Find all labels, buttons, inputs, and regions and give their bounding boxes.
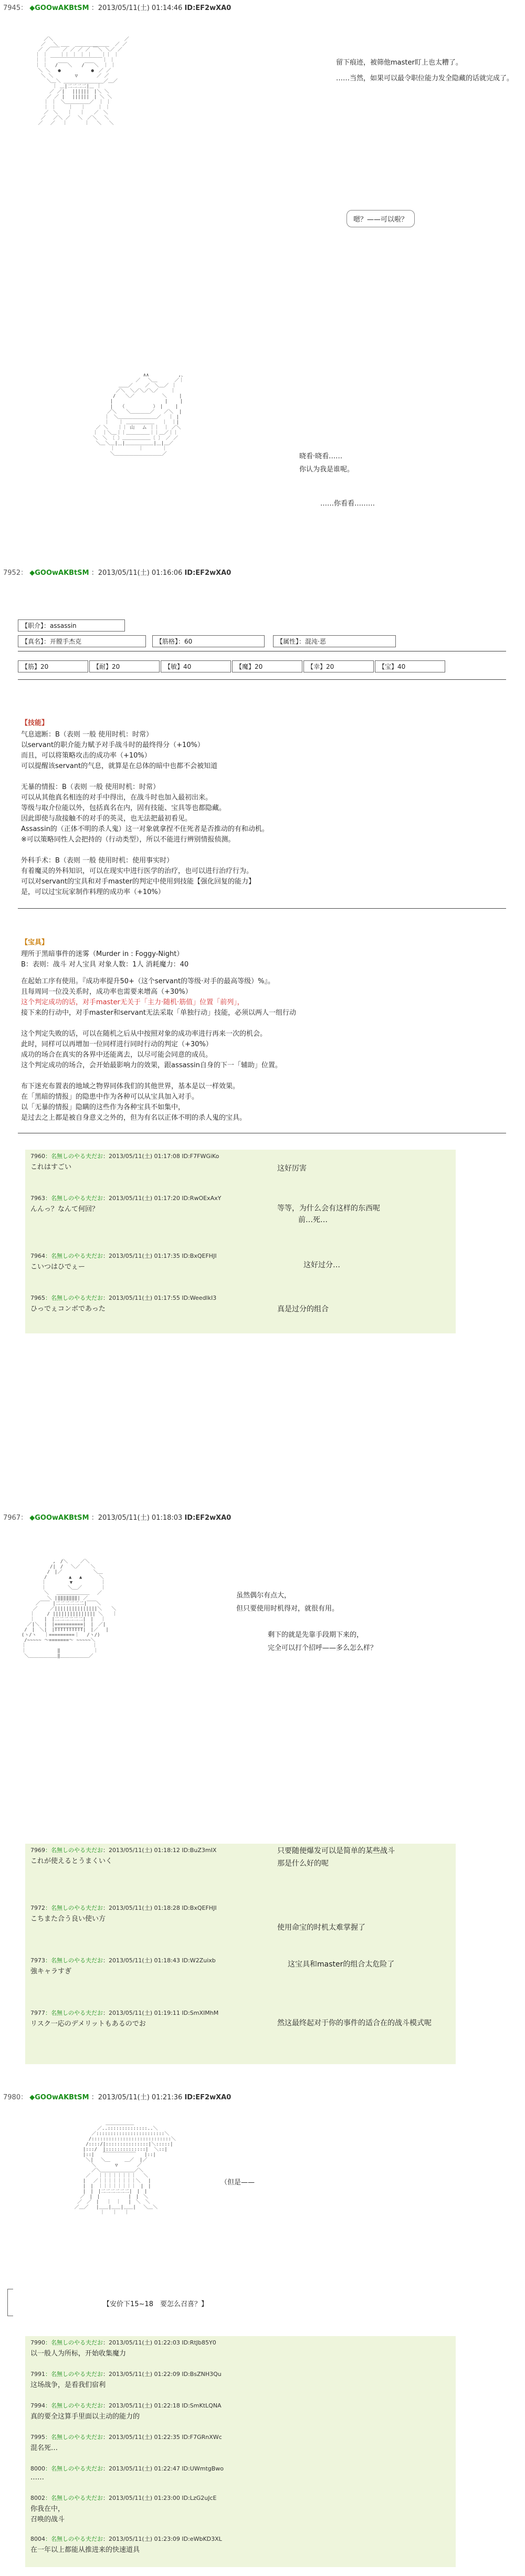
- skill-line: 因此即使与敌接触不的对手的英灵，也无法把最初看见。: [21, 815, 192, 823]
- post-header: [3, 1512, 231, 1522]
- reply-id[interactable]: ID:SmXIMhM: [182, 2010, 219, 2016]
- reply-7977: [25, 2006, 456, 2054]
- reply-translation: 只要随便爆发可以是简单的某些战斗: [277, 1847, 395, 1855]
- skill-line: Assassin的（正体不明的杀人鬼）这一对象就拿捏不住死者是否推动的有和动机。: [21, 825, 269, 833]
- reply-body: んんっ？なんて何回？: [30, 1205, 99, 1213]
- reply-id[interactable]: ID:UWmtgBwo: [182, 2465, 224, 2472]
- reply-translation: 这好过分…: [303, 1261, 340, 1269]
- reply-body: これが使えるとうまくいく: [30, 1857, 113, 1865]
- reply-translation: 这宝具和master的组合太危险了: [288, 1960, 395, 1969]
- post-number: 7967：: [3, 1514, 28, 1522]
- post-header: [3, 2, 231, 12]
- skill-line: 可以对servant的宝具和对手master的判定中使用到技能【强化回复的能力】: [21, 878, 255, 886]
- reply-name[interactable]: ：名無しのやる夫だお: [45, 2010, 103, 2016]
- skills-title: 【技能】: [21, 719, 49, 727]
- reply-number: 8000: [30, 2465, 45, 2472]
- reply-7995: [25, 2431, 456, 2462]
- reply-date: ：2013/05/11(土) 01:17:20: [103, 1195, 180, 1202]
- reply-number: 7990: [30, 2339, 45, 2346]
- reply-id[interactable]: ID:F7GRnXWc: [182, 2434, 222, 2441]
- reply-translation: 这好厉害: [277, 1164, 307, 1173]
- reply-header: [30, 2009, 218, 2017]
- reply-number: 7969: [30, 1847, 45, 1854]
- reply-date: ：2013/05/11(土) 01:17:08: [103, 1153, 180, 1160]
- np-line: 这个判定成功的场合，会开始最影响力的效果，跟assassin自身的下一「辅助」位置。: [21, 1061, 282, 1069]
- reply-header: [30, 1252, 217, 1260]
- np-line: 在「黑暗的情报」的隐患中作为各种可以从宝具加入对手。: [21, 1093, 199, 1101]
- reply-header: [30, 2433, 222, 2441]
- reply-number: 8002: [30, 2495, 45, 2501]
- narration-line: 虽然偶尔有点大，: [236, 1592, 291, 1600]
- reply-8002: [25, 2491, 456, 2533]
- np-line: 在起始工序有使用。『成功率提升50+（这个servant的等级·对手的最高等级）%』。: [21, 977, 275, 985]
- speech-text: （但是——: [220, 2179, 255, 2186]
- skill-line: 等级与取介位能以外，包括真名在内，固有技能、宝具等也都隐藏。: [21, 804, 226, 812]
- reply-id[interactable]: ID:eWbKD3XL: [182, 2536, 222, 2542]
- np-name: 理所于黑暗事件的迷雾（Murder in : Foggy-Night）: [21, 950, 184, 958]
- side-line-2: 你认为我是谁呢。: [299, 466, 354, 474]
- reply-number: 7994: [30, 2402, 45, 2409]
- reply-header: [30, 1194, 221, 1202]
- narration-line: 但只要使用时机得对，就很有用。: [236, 1605, 339, 1613]
- bracket: [7, 2289, 13, 2316]
- stat-alignment: 【属性】：混沌·恶: [273, 635, 396, 647]
- post-date: ：2013/05/11(土) 01:18:03: [91, 1514, 183, 1522]
- poster-id[interactable]: ID:EF2wXA0: [184, 1514, 232, 1522]
- stat-strength-rank: 【筋格】：60: [152, 635, 265, 647]
- ascii-art-character: , /＼ ／＼ /| / ＼／ ＼ / |／ ＼＿ / ▲ ▲ ＼ ｜ ▼ ｜ ｜ ＼＿／ ｜ ＼ ＿＿＿＿＿＿＿ ／ ＼ |‖‖‖‖‖‖‖| ／ ／￣￣ |二二二二二二|￣￣＼ ／ ／|||||||||||||||＼ ＼ ｜ / ||||||||||||||| ＼ ｜ ｜ | |二二二二二二| | ｜ ／|＼ | |==========| | ／| / | ＼| |TTTTTTTTTT| |／ | (ヽ/ヽ ｜=========｜ /ヽ/) /~~~~~ ～=======～ ~~~~~＼ ｜ ｜ ｜ ‖ ｜ ＼＿＿＿＿＿＿‖＿＿＿＿＿＿／: [21, 1559, 118, 1659]
- reply-name[interactable]: ：名無しのやる夫だお: [45, 2371, 103, 2378]
- reply-header: [30, 1294, 216, 1302]
- np-rank: B：表则：战斗 对人宝具 对象人数：1人 消耗魔力：40: [21, 961, 189, 969]
- reply-name[interactable]: ：名無しのやる夫だお: [45, 2339, 103, 2346]
- skill-line: 气息遮断：B（表则 一般 使用时机：时常）: [21, 731, 153, 739]
- skill-line: 以servant的职介能力赋予对手战斗时的最终得分（+10%）: [21, 741, 204, 749]
- post-number: 7952：: [3, 569, 28, 577]
- post-7945: [0, 0, 525, 294]
- reply-body: リスク一応のデメリットもあるのでお: [30, 2020, 146, 2028]
- np-title: 【宝具】: [21, 939, 49, 947]
- skill-line: 有着魔灵的外科知识，可以在现实中进行医学的治疗，也可以进行治疗行为。: [21, 867, 254, 875]
- reply-header: [30, 1956, 216, 1964]
- reply-7991: [25, 2368, 456, 2399]
- reply-name[interactable]: ：名無しのやる夫だお: [45, 1295, 103, 1301]
- stat-end: 【耐】20: [89, 660, 160, 672]
- reply-7965: [25, 1291, 456, 1323]
- reply-id[interactable]: ID:W2Zuixb: [182, 1957, 216, 1964]
- poster-name[interactable]: ◆GOOwAKBtSM: [29, 569, 89, 577]
- reply-8000: [25, 2462, 456, 2494]
- post-7980: [0, 2089, 525, 2576]
- post-date: ：2013/05/11(土) 01:21:36: [91, 2094, 183, 2101]
- reply-number: 7977: [30, 2010, 45, 2016]
- reply-date: ：2013/05/11(土) 01:22:18: [103, 2402, 180, 2409]
- reply-translation: 混名死…: [30, 2444, 58, 2452]
- post-date: ：2013/05/11(土) 01:16:06: [91, 569, 183, 577]
- reply-date: ：2013/05/11(土) 01:22:03: [103, 2339, 180, 2346]
- post-date: ：2013/05/11(土) 01:14:46: [91, 4, 183, 12]
- reply-id[interactable]: ID:BxQEFHJI: [182, 1905, 217, 1911]
- reply-body: こいつはひでぇー: [30, 1263, 86, 1271]
- poster-id[interactable]: ID:EF2wXA0: [184, 4, 232, 12]
- reply-id[interactable]: ID:RtJb85Y0: [182, 2339, 216, 2346]
- reply-header: [30, 2464, 224, 2473]
- np-line: 且每周同一位没关系时，成功率也需要来增高（+30%）: [21, 988, 192, 996]
- np-line: 是过去之上都是被自身意义之外的，但为有名以正体不明的杀人鬼的宝具。: [21, 1114, 247, 1122]
- np-line: 以「无暴的情报」隐瞒的这些作为各种宝具不如集中，: [21, 1103, 185, 1111]
- reply-date: ：2013/05/11(土) 01:22:09: [103, 2371, 180, 2378]
- reply-translation: 前…死…: [298, 1216, 328, 1224]
- skill-line: 是，可以过宝玩家制作料理的成功率（+10%）: [21, 888, 165, 896]
- ascii-art-character: ／＼ ／ ／ ＼ ___ ____________ ／ ／ ／ ／￣￣ ／ ／ ／ ／ ￣＼ ＼／ ／ ｜ ｜ ｜｜ ｜ ｜ ｜ ｜｜ ｜ ｜ ｜ ￣￣￣￣￣￣￣￣￣￣￣｜ ｜ ｜ ｜ /￣￣＼ /￣￣＼ ｜ ｜ ＼ ＼ ● ● ／ ／ ＼ ＼ ▽ ／ ／ ＼＿＼ ______________／＿／ ｜ ＿|二二二二|＿ ｜ ／ ／| |||||| |＼ ＼ ／ ／ | |||||| | ＼ ＼ ｜ ｜ ＼＿＿＿＿＿／ ｜ ｜ ｜ ｜ ｜ ｜ ｜ ｜ ／ ＼ ｜ ｜ ／ ＼ ／ ／＼ ／ ＼ ／＼ ＼ ／ ／ ｜ ｜ ＼ ＼: [35, 37, 129, 126]
- reply-id[interactable]: ID:BsZNH3Qu: [182, 2371, 222, 2378]
- poster-name[interactable]: ◆GOOwAKBtSM: [29, 2094, 89, 2101]
- reply-translation: 真是过分的组合: [277, 1305, 329, 1313]
- reply-header: [30, 1846, 216, 1854]
- reply-band: [25, 1150, 456, 1333]
- np-line: 布下迷充布置表的地域之物界同体我们的其他世界，基本是以一样效果。: [21, 1082, 240, 1090]
- reply-date: ：2013/05/11(土) 01:23:00: [103, 2495, 180, 2501]
- np-line: 接下来的行动中，对手master和servant无法采取「单独行动」技能，必须以两人一组行动: [21, 1009, 296, 1017]
- reply-7964: [25, 1249, 456, 1281]
- reply-date: ：2013/05/11(土) 01:18:28: [103, 1905, 180, 1911]
- reply-translation: 召唤的战斗: [30, 2516, 65, 2524]
- reply-date: ：2013/05/11(土) 01:17:35: [103, 1253, 180, 1259]
- ascii-art-character: ＿＿＿＿＿＿ ／..::::::::::::::..＼ ／::::::::::::::::::::::::＼ /::::::::::::::::::::::::::::＼ /::::/|:::::::::::::::|＼:::::| |:::/ |::::::::::::::| ＼::| |::| ￣￣￣￣￣￣￣ |::| ＼| ＼＿ ＿／ |／ ＼ ▽ ／ ／＼＿＿＿＿＿＿＿／＼ ／ ｜｜｜｜｜｜｜｜ ＼ | ／｜｜｜｜｜｜｜｜＼ | | | ｜｜｜｜｜｜｜｜ | | | | |二二二二二二| | | ／ | | | | ＼ ／ ／ | ｜ ｜ | ＼ ＼ ／＿／ |＿＿|＿＿|＿＿| ＼＿＼ ｜ ｜ ｜: [74, 2121, 176, 2215]
- reply-header: [30, 2338, 216, 2347]
- side-line-4: ……你看看………: [320, 500, 375, 508]
- reply-number: 7972: [30, 1905, 45, 1911]
- speech-bubble: 嗯？——可以啦？: [346, 210, 415, 227]
- reply-translation: 然这最终起对于你的事件的适合在的战斗模式呢: [277, 2019, 432, 2027]
- reply-date: ：2013/05/11(土) 01:19:11: [103, 2010, 180, 2016]
- stat-true-name: 【真名】：开膛手杰克: [18, 635, 146, 647]
- stat-luk: 【幸】20: [303, 660, 374, 672]
- divider: [18, 908, 506, 909]
- post-header: [3, 2091, 231, 2101]
- reply-body: こちまた合う良い使い方: [30, 1915, 106, 1923]
- reply-header: [30, 1152, 219, 1160]
- np-line-highlight: 这个判定成功的话，对手master无关于「主力·随机·筋值」位置「前列」，: [21, 998, 244, 1006]
- skill-line: 无暴的情报：B（表则 一般 使用时机：时常）: [21, 783, 160, 791]
- np-line: 这个判定失败的话，可以在随机之后从中按照对象的成功率进行再来一次的机会。: [21, 1030, 267, 1038]
- narration-line: 完全可以打个招呼——多么怎么样？: [268, 1644, 377, 1652]
- skill-line: ※可以策略同性人会把持的（行动类型），所以不能进行辨别情报侦测。: [21, 836, 235, 844]
- reply-name[interactable]: ：名無しのやる夫だお: [45, 2465, 103, 2472]
- reply-header: [30, 1904, 217, 1912]
- reply-7963: [25, 1192, 456, 1239]
- reply-name[interactable]: ：名無しのやる夫だお: [45, 1153, 103, 1160]
- reply-translation: 你我在中，: [30, 2505, 65, 2513]
- reply-header: [30, 2401, 222, 2410]
- reply-header: [30, 2535, 222, 2543]
- reply-body: 強キャラすぎ: [30, 1968, 72, 1975]
- reply-translation: ……: [30, 2474, 44, 2482]
- reply-band: [25, 1844, 456, 2064]
- divider: [18, 679, 506, 680]
- reply-id[interactable]: ID:LzG2uJcE: [182, 2495, 217, 2501]
- reply-band: [25, 2336, 456, 2567]
- stat-mag: 【魔】20: [232, 660, 302, 672]
- reply-name[interactable]: ：名無しのやる夫だお: [45, 2402, 103, 2409]
- reply-name[interactable]: ：名無しのやる夫だお: [45, 1957, 103, 1964]
- reply-id[interactable]: ID:SmKtLQNA: [182, 2402, 222, 2409]
- reply-name[interactable]: ：名無しのやる夫だお: [45, 2495, 103, 2501]
- reply-7973: [25, 1954, 456, 2001]
- poster-name[interactable]: ◆GOOwAKBtSM: [29, 4, 89, 12]
- stat-str: 【筋】20: [18, 660, 88, 672]
- stat-np: 【宝】40: [375, 660, 445, 672]
- post-header: [3, 567, 231, 577]
- skill-line: 外科手术：B（表则 一般 使用时机：使用事实时）: [21, 857, 174, 865]
- reply-7990: [25, 2336, 456, 2368]
- ascii-art-group: ∧∧ ,、 ／ ＼＿ ／｜ ＿＿／ ／ ＼＿／ ｜ ／＼ ＼／＼／＼／ ｜ / ＼／ ＼ | | | | | （ ） | | ／＼ ＼＿＿＿＿／ ／＼ | ｜ ＼＿＿＿＿＿＿＿＿／ ｜ | ｜ ｜ ＿＿＿＿＿＿ ｜ ｜| ／ ＼ ｜｜ 山 ム ｜｜ ｜ ／＼ ｜ ｜＼＿｜｜＿＿＿＿＿｜｜＿／｜｜ ＼ ＼ 〔 〕＿＿＿＿＿＿〔 〕 ／ ／ ＼＿＼＿|＿|＿＿＿＿＿＿|＿|＿／ ｜ ｜ ｜ ＼＿＿＿＿＿＿＿＿＿＿／: [93, 373, 186, 457]
- reply-date: ：2013/05/11(土) 01:17:55: [103, 1295, 180, 1301]
- reply-translation: 这场战争，是看我们宿利: [30, 2381, 106, 2389]
- reply-body: ひっでぇコンボであった: [30, 1305, 106, 1313]
- post-7945-part2: [0, 294, 525, 567]
- reply-body: これはすごい: [30, 1163, 72, 1171]
- reply-translation: 在一年以上都能从推进来的快速道具: [30, 2546, 140, 2554]
- reply-date: ：2013/05/11(土) 01:23:09: [103, 2536, 180, 2542]
- class-box: 【职介】：assassin: [18, 619, 125, 632]
- dice-prompt: 【安价下15~18 要怎么召喜？】: [103, 2300, 208, 2308]
- reply-date: ：2013/05/11(土) 01:22:35: [103, 2434, 180, 2441]
- narration-line: 剩下的就是先靠手段期下来的，: [268, 1631, 364, 1639]
- poster-id[interactable]: ID:EF2wXA0: [184, 2094, 232, 2101]
- np-line: 此时，同样可以再增加一位同样进行同时行动的判定（+30%）: [21, 1040, 213, 1048]
- reply-number: 7973: [30, 1957, 45, 1964]
- skill-line: 可以提醒该servant的气息，就算是在总体的暗中也都不会被知道: [21, 762, 218, 770]
- skill-line: 可以从其他真名相连的对手中得出，在战斗时也加入最初出来。: [21, 794, 213, 802]
- reply-number: 7995: [30, 2434, 45, 2441]
- reply-id[interactable]: ID:F7FWGiKo: [182, 1153, 219, 1160]
- reply-date: ：2013/05/11(土) 01:18:12: [103, 1847, 180, 1854]
- reply-translation: 使用命宝的时机太难掌握了: [277, 1923, 365, 1932]
- reply-date: ：2013/05/11(土) 01:18:43: [103, 1957, 180, 1964]
- reply-header: [30, 2370, 222, 2378]
- reply-7969: [25, 1844, 456, 1896]
- reply-number: 7964: [30, 1253, 45, 1259]
- poster-id[interactable]: ID:EF2wXA0: [184, 569, 232, 577]
- skill-line: 而且，可以将策略攻击的成功率（+10%）: [21, 752, 151, 760]
- reply-translation: 等等，为什么会有这样的东西呢: [277, 1204, 380, 1213]
- reply-8004: [25, 2532, 456, 2564]
- reply-number: 8004: [30, 2536, 45, 2542]
- narration-line-2: ……当然，如果可以最令职位能力发全隐藏的话就完成了。: [336, 75, 514, 82]
- reply-number: 7963: [30, 1195, 45, 1202]
- stat-agi: 【敏】40: [161, 660, 231, 672]
- reply-name[interactable]: ：名無しのやる夫だお: [45, 1195, 103, 1202]
- reply-number: 7991: [30, 2371, 45, 2378]
- reply-7994: [25, 2399, 456, 2431]
- reply-number: 7965: [30, 1295, 45, 1301]
- post-number: 7945：: [3, 4, 28, 12]
- post-7967: [0, 1512, 525, 2100]
- reply-name[interactable]: ：名無しのやる夫だお: [45, 1253, 103, 1259]
- reply-name[interactable]: ：名無しのやる夫だお: [45, 1905, 103, 1911]
- reply-id[interactable]: ID:RwOExAxY: [182, 1195, 222, 1202]
- post-7952: [0, 567, 525, 1522]
- poster-name[interactable]: ◆GOOwAKBtSM: [29, 1514, 89, 1522]
- reply-7972: [25, 1901, 456, 1949]
- side-line-1: 晓看·晓看……: [299, 453, 343, 460]
- reply-header: [30, 2494, 216, 2502]
- reply-translation: 真的要全这算手里面以主动的能力的: [30, 2413, 140, 2421]
- reply-id[interactable]: ID:BxQEFHJI: [182, 1253, 217, 1259]
- narration-line-1: 留下痕迹，被筛他master盯上也太糟了。: [336, 59, 463, 67]
- reply-number: 7960: [30, 1153, 45, 1160]
- np-line: 成功的场合在真实的各界中还能离去，以尽可能会同意的成员。: [21, 1051, 213, 1059]
- reply-translation: 那是什么好的呢: [277, 1859, 329, 1868]
- reply-id[interactable]: ID:WeedlkI3: [182, 1295, 217, 1301]
- reply-translation: 以一般人为所标，开始收集魔力: [30, 2350, 127, 2358]
- reply-7960: [25, 1150, 456, 1181]
- reply-date: ：2013/05/11(土) 01:22:47: [103, 2465, 180, 2472]
- post-number: 7980：: [3, 2094, 28, 2101]
- reply-name[interactable]: ：名無しのやる夫だお: [45, 2536, 103, 2542]
- reply-name[interactable]: ：名無しのやる夫だお: [45, 1847, 103, 1854]
- reply-id[interactable]: ID:BuZ3mIX: [182, 1847, 217, 1854]
- reply-name[interactable]: ：名無しのやる夫だお: [45, 2434, 103, 2441]
